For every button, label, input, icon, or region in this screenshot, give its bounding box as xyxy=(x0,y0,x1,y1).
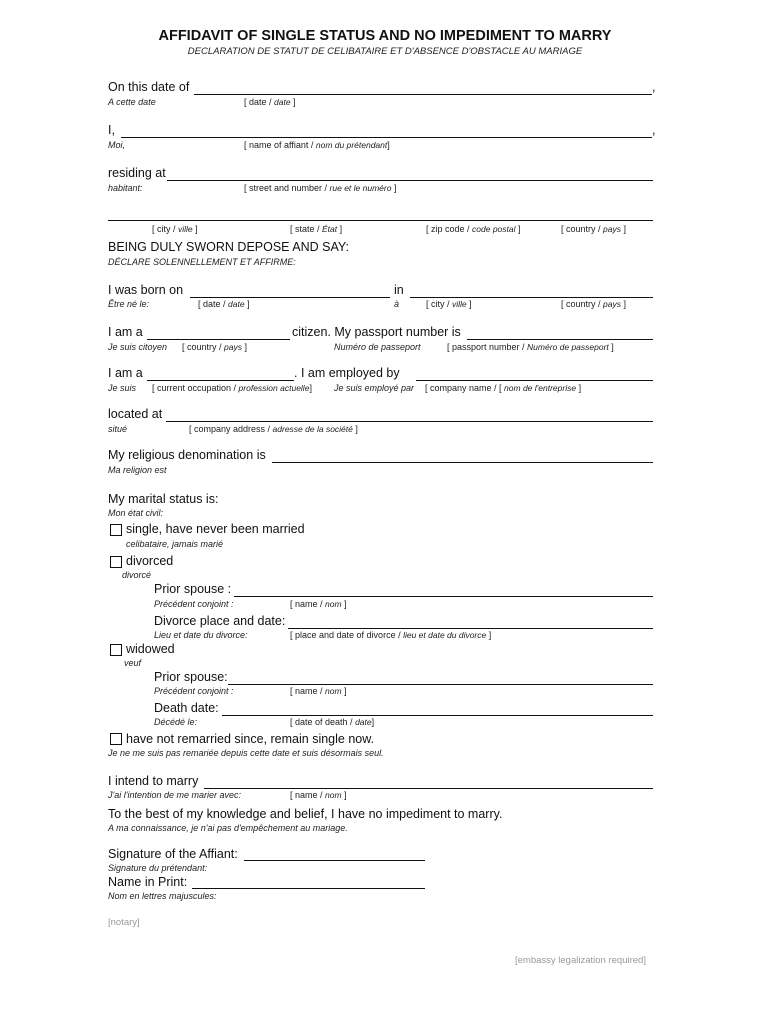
single-label-fr: celibataire, jamais marié xyxy=(126,539,224,549)
intend-marry-label-fr: J'ai l'intention de me marier avec: xyxy=(108,790,241,800)
intend-marry-label: I intend to marry xyxy=(108,774,199,788)
passport-label-fr: Numéro de passeport xyxy=(334,342,421,352)
state-hint: [ state / État ] xyxy=(290,224,343,234)
intended-spouse-field[interactable] xyxy=(204,788,653,789)
birth-date-field[interactable] xyxy=(190,297,390,298)
city-hint: [ city / ville ] xyxy=(152,224,198,234)
single-checkbox[interactable] xyxy=(110,524,122,536)
single-label: single, have never been married xyxy=(126,522,305,536)
not-remarried-label: have not remarried since, remain single now. xyxy=(126,732,375,746)
employer-label-fr: Je suis employé par xyxy=(334,383,415,393)
sworn-heading-fr: DÉCLARE SOLENNELLEMENT ET AFFIRME: xyxy=(108,257,296,267)
document-title: AFFIDAVIT OF SINGLE STATUS AND NO IMPEDIMENT TO MARRY xyxy=(158,28,612,44)
no-impediment-statement-fr: A ma connaissance, je n'ai pas d'empêchement au mariage. xyxy=(108,823,348,833)
passport-number-field[interactable] xyxy=(467,339,653,340)
employer-field[interactable] xyxy=(416,380,653,381)
company-address-field[interactable] xyxy=(166,421,653,422)
prior-spouse-widowed-label: Prior spouse: xyxy=(154,670,228,684)
occupation-hint: [ current occupation / profession actuelle] xyxy=(152,383,312,393)
date-hint: [ date / date ] xyxy=(244,97,296,107)
death-date-label: Death date: xyxy=(154,701,219,715)
date-label-fr: A cette date xyxy=(108,97,156,107)
street-field[interactable] xyxy=(167,180,653,181)
widowed-label: widowed xyxy=(126,642,175,656)
residing-label: residing at xyxy=(108,166,166,180)
death-date-field[interactable] xyxy=(222,715,653,716)
residing-label-fr: habitant: xyxy=(108,183,143,193)
intended-spouse-hint: [ name / nom ] xyxy=(290,790,347,800)
born-in-label-fr: à xyxy=(394,299,400,309)
document-subtitle: DECLARATION DE STATUT DE CELIBATAIRE ET D'ABSENCE D'OBSTACLE AU MARIAGE xyxy=(187,46,583,57)
occupation-label-fr: Je suis xyxy=(108,383,137,393)
affiant-label-fr: Moi, xyxy=(108,140,126,150)
notary-placeholder: [notary] xyxy=(108,917,140,928)
widowed-label-fr: veuf xyxy=(124,658,142,668)
located-label: located at xyxy=(108,407,163,421)
religion-label-fr: Ma religion est xyxy=(108,465,167,475)
death-date-label-fr: Décédé le: xyxy=(154,717,198,727)
affiant-hint: [ name of affiant / nom du prétendant] xyxy=(244,140,390,150)
print-name-label: Name in Print: xyxy=(108,875,188,889)
employer-label: . I am employed by xyxy=(294,366,400,380)
marital-status-label: My marital status is: xyxy=(108,492,219,506)
citizen-label: I am a xyxy=(108,325,143,339)
address-line-2-field[interactable] xyxy=(108,220,653,221)
born-label: I was born on xyxy=(108,283,184,297)
divorce-place-hint: [ place and date of divorce / lieu et date du divorce ] xyxy=(290,630,492,640)
divorce-place-field[interactable] xyxy=(288,628,653,629)
widowed-checkbox[interactable] xyxy=(110,644,122,656)
divorced-checkbox[interactable] xyxy=(110,556,122,568)
prior-spouse-widowed-field[interactable] xyxy=(228,684,653,685)
citizen-passport-label: citizen. My passport number is xyxy=(292,325,461,339)
citizenship-hint: [ country / pays ] xyxy=(182,342,248,352)
religion-field[interactable] xyxy=(272,462,653,463)
birth-country-hint: [ country / pays ] xyxy=(561,299,627,309)
prior-spouse-label-fr: Précédent conjoint : xyxy=(154,599,234,609)
date-comma: , xyxy=(652,80,656,94)
prior-spouse-widowed-label-fr: Précédent conjoint : xyxy=(154,686,234,696)
affiant-label: I, xyxy=(108,123,115,137)
sworn-heading: BEING DULY SWORN DEPOSE AND SAY: xyxy=(108,240,350,254)
divorced-label-fr: divorcé xyxy=(122,570,152,580)
street-hint: [ street and number / rue et le numéro ] xyxy=(244,183,397,193)
date-field[interactable] xyxy=(194,94,652,95)
occupation-label: I am a xyxy=(108,366,143,380)
prior-spouse-divorced-field[interactable] xyxy=(234,596,653,597)
religion-label: My religious denomination is xyxy=(108,448,266,462)
not-remarried-label-fr: Je ne me suis pas remariée depuis cette date et suis désormais seul. xyxy=(108,748,384,758)
affiant-comma: , xyxy=(652,123,656,137)
company-address-hint: [ company address / adresse de la société ] xyxy=(189,424,358,434)
located-label-fr: situé xyxy=(108,424,128,434)
print-name-field[interactable] xyxy=(192,888,425,889)
country-hint: [ country / pays ] xyxy=(561,224,627,234)
prior-spouse-label: Prior spouse : xyxy=(154,582,232,596)
passport-hint: [ passport number / Numéro de passeport ] xyxy=(447,342,614,352)
divorce-place-label-fr: Lieu et date du divorce: xyxy=(154,630,248,640)
not-remarried-checkbox[interactable] xyxy=(110,733,122,745)
citizenship-field[interactable] xyxy=(147,339,290,340)
occupation-field[interactable] xyxy=(147,380,294,381)
born-label-fr: Être né le: xyxy=(108,299,150,309)
signature-label: Signature of the Affiant: xyxy=(108,847,238,861)
citizen-label-fr: Je suis citoyen xyxy=(108,342,168,352)
prior-spouse-widowed-hint: [ name / nom ] xyxy=(290,686,347,696)
date-label: On this date of xyxy=(108,80,190,94)
birth-place-field[interactable] xyxy=(410,297,653,298)
print-name-label-fr: Nom en lettres majuscules: xyxy=(108,891,217,901)
born-in-label: in xyxy=(394,283,404,297)
death-date-hint: [ date of death / date] xyxy=(290,717,375,727)
birth-date-hint: [ date / date ] xyxy=(198,299,250,309)
employer-hint: [ company name / [ nom de l'entreprise ] xyxy=(425,383,582,393)
signature-field[interactable] xyxy=(244,860,425,861)
zip-hint: [ zip code / code postal ] xyxy=(426,224,521,234)
divorced-label: divorced xyxy=(126,554,174,568)
no-impediment-statement: To the best of my knowledge and belief, I have no impediment to marry. xyxy=(108,807,503,821)
prior-spouse-hint: [ name / nom ] xyxy=(290,599,347,609)
marital-status-label-fr: Mon état civil: xyxy=(108,508,164,518)
embassy-placeholder: [embassy legalization required] xyxy=(515,955,646,966)
affiant-name-field[interactable] xyxy=(121,137,652,138)
divorce-place-label: Divorce place and date: xyxy=(154,614,286,628)
birth-city-hint: [ city / ville ] xyxy=(426,299,472,309)
signature-label-fr: Signature du prétendant: xyxy=(108,863,208,873)
